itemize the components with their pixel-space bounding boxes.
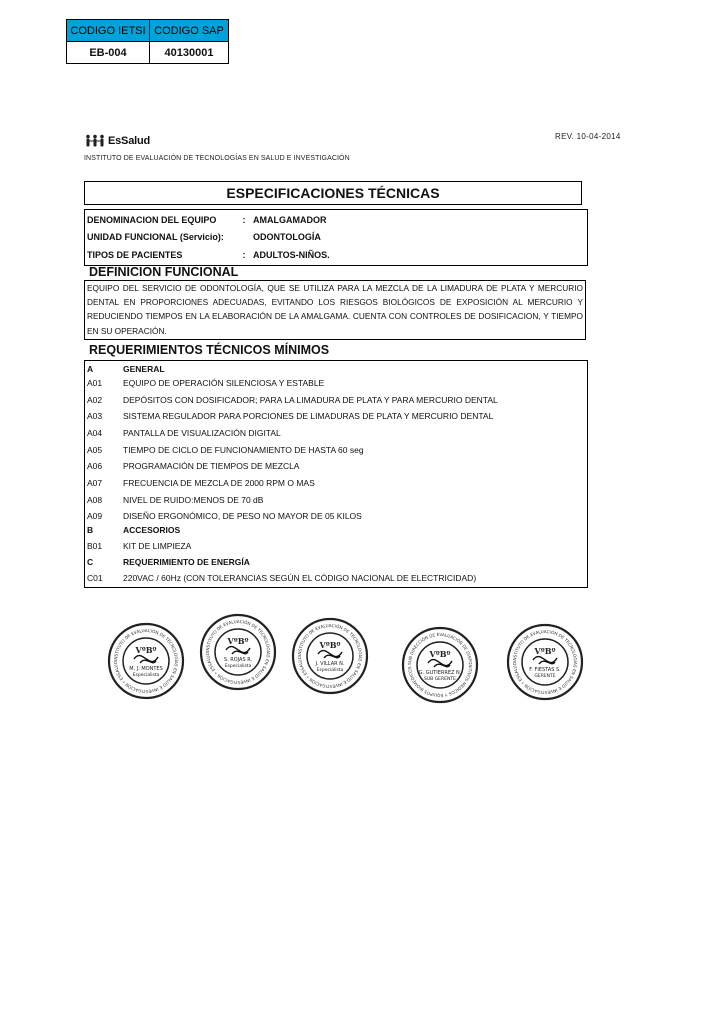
equipment-label: UNIDAD FUNCIONAL (Servicio): [87, 232, 224, 242]
equipment-value: ODONTOLOGÍA [253, 232, 321, 242]
revision-date: REV. 10-04-2014 [555, 132, 621, 141]
seal-role: GERENTE [534, 674, 556, 679]
seal-name: G. GUTIERREZ N. [418, 670, 462, 676]
equipment-value: ADULTOS-NIÑOS. [253, 250, 330, 260]
requirement-row [87, 557, 250, 567]
requirement-text: TIEMPO DE CICLO DE FUNCIONAMIENTO DE HASTA 60 seg [123, 445, 364, 455]
requirement-row [87, 525, 180, 535]
code-ietsi-value: EB-004 [67, 42, 150, 64]
requirement-code: A04 [87, 428, 103, 438]
requirement-text: SISTEMA REGULADOR PARA PORCIONES DE LIMADURAS DE PLATA Y MERCURIO DENTAL [123, 411, 494, 421]
seal-signature [428, 660, 452, 667]
code-ietsi-header: CODIGO IETSI [67, 20, 150, 42]
seal-role: Especialista [316, 668, 344, 673]
requirement-row [87, 378, 324, 388]
requirement-code: C [87, 557, 94, 567]
seal-inner-ring [123, 638, 169, 684]
requirement-text: ACCESORIOS [123, 525, 181, 535]
requirement-code: B [87, 525, 94, 535]
requirement-text: NIVEL DE RUIDO:MENOS DE 70 dB [123, 495, 264, 505]
requirement-text: REQUERIMIENTO DE ENERGÍA [123, 557, 250, 567]
seal-name: F. FIESTAS S. [529, 667, 561, 673]
requirement-text: GENERAL [123, 364, 165, 374]
requirement-row [87, 478, 315, 488]
code-sap-value: 40130001 [150, 42, 229, 64]
approval-seal [403, 628, 477, 702]
seal-name: M. J. MONTES [129, 666, 163, 672]
requirement-row [87, 541, 191, 551]
seal-outer-ring [109, 624, 183, 698]
requirement-row [87, 411, 493, 421]
seal-role: Especialista [132, 673, 160, 678]
code-sap-header: CODIGO SAP [150, 20, 229, 42]
requirement-code: A [87, 364, 94, 374]
requirement-text: EQUIPO DE OPERACIÓN SILENCIOSA Y ESTABLE [123, 378, 325, 388]
requirement-row [87, 428, 281, 438]
seal-ring-text: INSTITUTO DE EVALUACIÓN DE TECNOLOGÍAS EN SALUD E INVESTIGACIÓN • ESSALUD • [511, 628, 579, 696]
definition-title: DEFINICION FUNCIONAL [89, 265, 239, 279]
seal-inner-ring [522, 639, 568, 685]
seals-group [109, 615, 582, 702]
seal-outer-ring [403, 628, 477, 702]
requirement-code: A07 [87, 478, 103, 488]
logo-text: EsSalud [108, 135, 151, 147]
requirement-text: FRECUENCIA DE MEZCLA DE 2000 RPM O MAS [123, 478, 315, 488]
equipment-box [84, 209, 588, 266]
requirement-code: A09 [87, 511, 103, 521]
equipment-value: AMALGAMADOR [253, 215, 327, 225]
seal-name: S. ROJAS R. [223, 657, 253, 663]
seal-inner-ring [215, 629, 261, 675]
seal-outer-ring [201, 615, 275, 689]
approval-seal [293, 619, 367, 693]
requirement-code: A02 [87, 395, 103, 405]
seal-inner-ring [417, 642, 463, 688]
seal-role: Especialista [224, 664, 252, 669]
requirement-text: PROGRAMACIÓN DE TIEMPOS DE MEZCLA [123, 461, 300, 471]
seal-ring-text: INSTITUTO DE EVALUACIÓN DE TECNOLOGÍAS EN SALUD E INVESTIGACIÓN • ESSALUD • [204, 618, 272, 686]
seal-vb-text: VºBº [135, 645, 157, 655]
requirement-code: A08 [87, 495, 103, 505]
seal-signature [318, 651, 342, 658]
equipment-separator: : [242, 215, 246, 225]
seal-signature [533, 657, 557, 664]
requirement-row [87, 395, 498, 405]
equipment-row [87, 250, 330, 260]
requirement-text: DISEÑO ERGONÓMICO, DE PESO NO MAYOR DE 05 KILOS [123, 511, 362, 521]
seal-outer-ring [508, 625, 582, 699]
requirement-row [87, 511, 362, 521]
seal-ring-text: SUB DIRECCIÓN DE EVALUACIÓN DE DISPOSITIVOS MÉDICOS Y EQUIPOS BIOMÉDICOS • ESSALUD • [406, 631, 474, 699]
equipment-separator: : [242, 250, 246, 260]
requirements-box [84, 360, 588, 588]
seal-inner-ring [307, 633, 353, 679]
seal-ring-text: INSTITUTO DE EVALUACIÓN DE TECNOLOGÍAS EN SALUD E INVESTIGACIÓN • ESSALUD • [112, 627, 180, 695]
requirement-row [87, 495, 263, 505]
equipment-row [87, 215, 327, 225]
codes-table [66, 19, 229, 64]
requirement-text: PANTALLA DE VISUALIZACIÓN DIGITAL [123, 428, 281, 438]
seal-signature [226, 647, 250, 654]
seal-vb-text: VºBº [429, 649, 451, 659]
equipment-label: DENOMINACION DEL EQUIPO [87, 215, 217, 225]
equipment-row [87, 232, 321, 242]
seal-vb-text: VºBº [319, 640, 341, 650]
institute-name: INSTITUTO DE EVALUACIÓN DE TECNOLOGÍAS EN SALUD E INVESTIGACIÓN [84, 155, 350, 162]
requirement-row [87, 445, 364, 455]
definition-text: EQUIPO DEL SERVICIO DE ODONTOLOGÍA, QUE SE UTILIZA PARA LA MEZCLA DE LA LIMADURA DE PLATA Y MERCURIO DENTAL EN PROPORCIONES ADECUADAS, EVITANDO LOS RIESGOS BIOLÓGICOS DE EXPOSICIÓN AL MERCURIO Y REDUCIENDO TIEMPOS EN LA ELABORACIÓN DE LA AMALGAMA. CUENTA CON CONTROLES DE DOSIFICACION, Y TIEMPO EN SU OPERACIÓN. [84, 280, 586, 340]
requirement-code: A01 [87, 378, 103, 388]
requirement-code: A06 [87, 461, 103, 471]
seal-signature [134, 656, 158, 663]
requirement-text: 220VAC / 60Hz (CON TOLERANCIAS SEGÚN EL CÓDIGO NACIONAL DE ELECTRICIDAD) [123, 573, 477, 583]
seal-vb-text: VºBº [227, 636, 249, 646]
equipment-label: TIPOS DE PACIENTES [87, 250, 183, 260]
requirement-row [87, 461, 299, 471]
requirement-code: C01 [87, 573, 103, 583]
essalud-people-icon [84, 134, 106, 148]
approval-seal [508, 625, 582, 699]
seal-outer-ring [293, 619, 367, 693]
requirement-code: A05 [87, 445, 103, 455]
approval-seal [201, 615, 275, 689]
seal-ring-text: INSTITUTO DE EVALUACIÓN DE TECNOLOGÍAS EN SALUD E INVESTIGACIÓN • ESSALUD • [296, 622, 364, 690]
requirement-row [87, 573, 476, 583]
requirement-text: DEPÓSITOS CON DOSIFICADOR; PARA LA LIMADURA DE PLATA Y PARA MERCURIO DENTAL [123, 395, 498, 405]
equipment-separator [241, 232, 253, 242]
requirement-code: A03 [87, 411, 103, 421]
requirement-row [87, 364, 165, 374]
seal-role: SUB GERENTE [424, 677, 456, 682]
requirement-text: KIT DE LIMPIEZA [123, 541, 192, 551]
essalud-logo [84, 134, 150, 148]
seal-vb-text: VºBº [534, 646, 556, 656]
page-title: ESPECIFICACIONES TÉCNICAS [84, 181, 582, 205]
requirements-title: REQUERIMIENTOS TÉCNICOS MÍNIMOS [89, 343, 330, 357]
requirement-code: B01 [87, 541, 103, 551]
approval-seal [109, 624, 183, 698]
seal-name: J. VILLAR N. [315, 661, 345, 667]
